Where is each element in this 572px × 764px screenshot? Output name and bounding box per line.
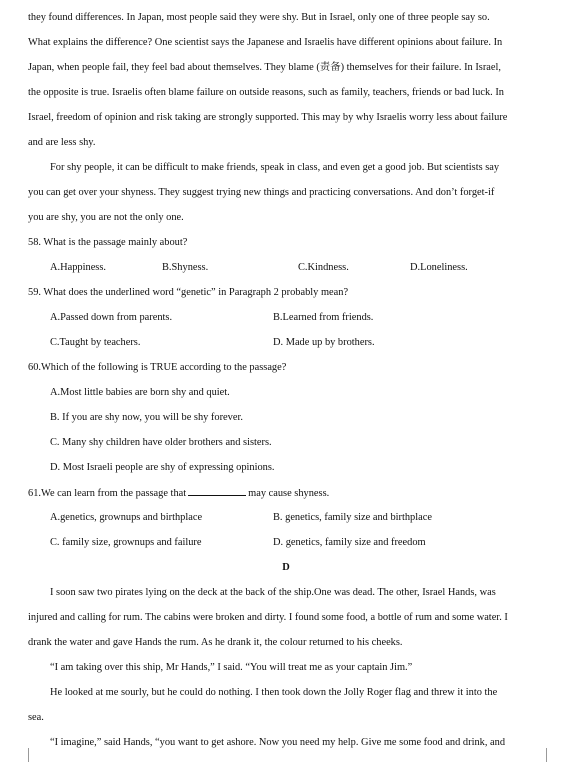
q61-option-d: D. genetics, family size and freedom [273,537,426,548]
section-heading: D [282,562,290,573]
question-58-stem: 58. What is the passage mainly about? [28,237,188,248]
passage-line: What explains the difference? One scientist says the Japanese and Israelis have different opinions about failure. In [28,37,503,48]
passage-line: you are shy, you are not the only one. [28,212,184,223]
passage-line: For shy people, it can be difficult to make friends, speak in class, and even get a good job. But scientists say [50,162,500,173]
passage-line: you can get over your shyness. They suggest trying new things and practicing conversations. And don’t forget-if [28,187,495,198]
q58-option-d: D.Loneliness. [410,262,468,273]
q60-option-b: B. If you are shy now, you will be shy forever. [50,412,243,423]
passage-line: drank the water and gave Hands the rum. As he drank it, the colour returned to his cheeks. [28,637,403,648]
passage-line: “I imagine,” said Hands, “you want to get ashore. Now you need my help. Give me some food and drink, and [50,737,506,748]
q58-option-a: A.Happiness. [50,262,106,273]
q60-option-c: C. Many shy children have older brothers and sisters. [50,437,272,448]
q59-option-a: A.Passed down from parents. [50,312,173,323]
crop-mark-right [546,748,561,762]
q59-stem-word: genetic [181,287,212,298]
question-60-stem: 60.Which of the following is TRUE according to the passage? [28,362,287,373]
q59-option-b: B.Learned from friends. [273,312,374,323]
q58-option-b: B.Shyness. [162,262,209,273]
q59-stem-before: 59. What does the underlined word “ [28,287,182,298]
q60-option-d: D. Most Israeli people are shy of expressing opinions. [50,462,275,473]
passage-line: injured and calling for rum. The cabins were broken and dirty. I found some food, a bottle of rum and some water. I [28,612,508,623]
passage-line: Japan, when people fail, they feel bad about themselves. They blame (责备) themselves for their failure. In Israel, [28,62,501,73]
passage-line: and are less shy. [28,137,96,148]
q61-stem-after: may cause shyness. [248,488,330,499]
q59-option-d: D. Made up by brothers. [273,337,375,348]
q61-option-c: C. family size, grownups and failure [50,537,202,548]
q61-option-b: B. genetics, family size and birthplace [273,512,432,523]
q60-option-a: A.Most little babies are born shy and quiet. [50,387,230,398]
q59-stem-after: ” in Paragraph 2 probably mean? [211,287,349,298]
passage-line: He looked at me sourly, but he could do nothing. I then took down the Jolly Roger flag and threw it into the [50,687,498,698]
q61-stem-before: 61.We can learn from the passage that [28,488,187,499]
q61-option-a: A.genetics, grownups and birthplace [50,512,203,523]
q58-option-c: C.Kindness. [298,262,349,273]
passage-line: sea. [28,712,44,723]
answer-blank [188,486,246,496]
passage-line: I soon saw two pirates lying on the deck at the back of the ship.One was dead. The other, Israel Hands, was [50,587,496,598]
passage-line: they found differences. In Japan, most people said they were shy. But in Israel, only one of three people say so. [28,12,490,23]
passage-line: the opposite is true. Israelis often blame failure on outside reasons, such as family, teachers, friends or bad luck. In [28,87,504,98]
question-61-stem [28,486,329,501]
passage-line: “I am taking over this ship, Mr Hands,” I said. “You will treat me as your captain Jim.” [50,662,413,673]
crop-mark-left [14,748,29,762]
q59-option-c: C.Taught by teachers. [50,337,141,348]
passage-line: Israel, freedom of opinion and risk taking are strongly supported. This may by why Israelis worry less about failure [28,112,508,123]
question-59-stem [28,286,348,300]
